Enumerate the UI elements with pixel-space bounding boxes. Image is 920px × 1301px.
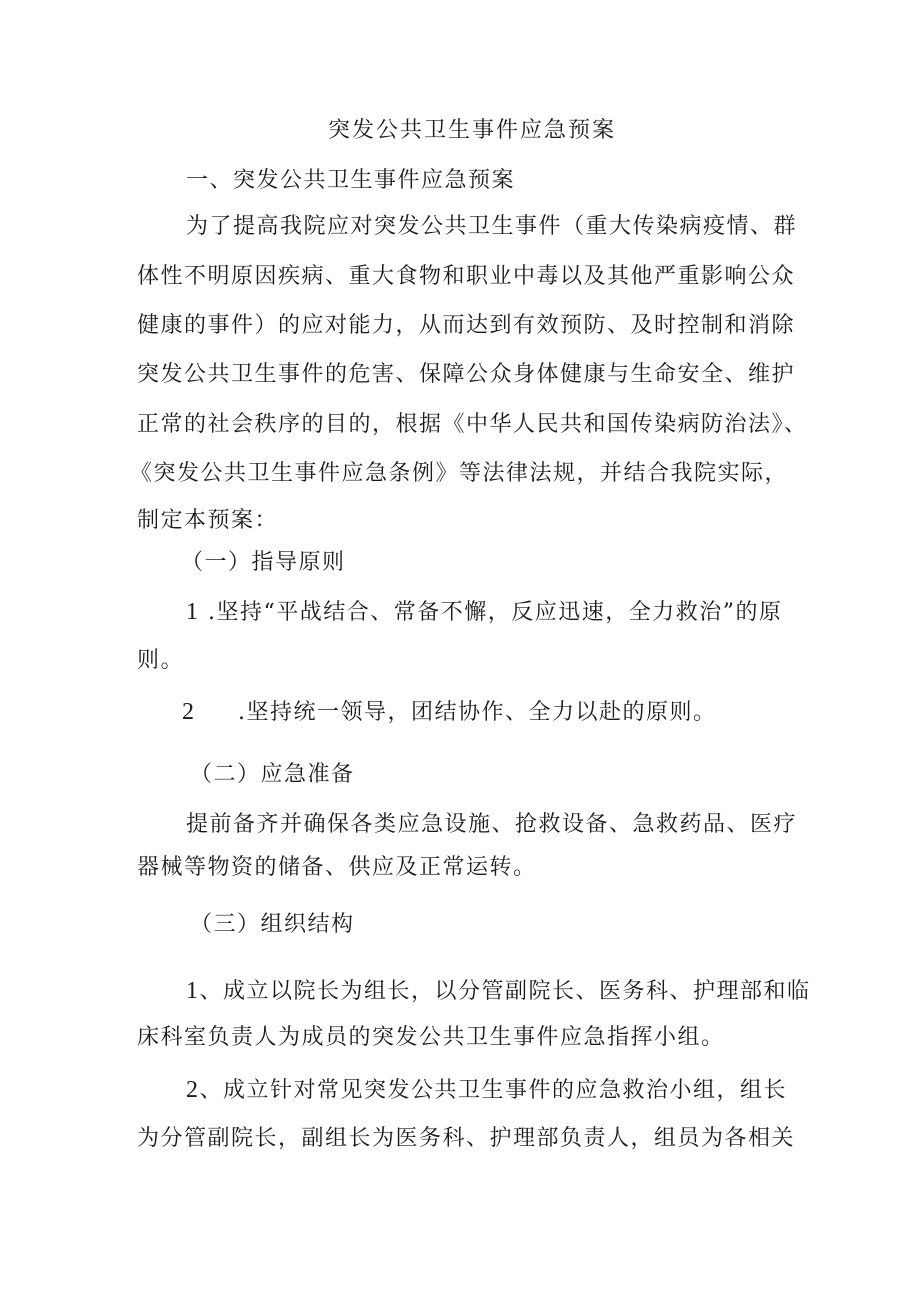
org-item-2-continuation: 为分管副院长，副组长为医务科、护理部负责人，组员为各相关 (137, 1126, 796, 1151)
intro-line-7: 制定本预案： (137, 508, 279, 533)
org-item-2 (186, 1075, 787, 1106)
principle-2 (182, 697, 717, 728)
prep-line-1: 提前备齐并确保各类应急设施、抢救设备、急救药品、医疗 (186, 812, 798, 837)
org-item-1 (186, 976, 811, 1007)
principle-2-text: .坚持统一领导，团结协作、全力以赴的原则。 (238, 700, 717, 725)
section-heading: 一、突发公共卫生事件应急预案 (186, 168, 516, 193)
org-item-1-continuation: 床科室负责人为成员的突发公共卫生事件应急指挥小组。 (137, 1025, 725, 1050)
principle-1-text: .坚持“平战结合、常备不懈，反应迅速，全力救治”的原 (208, 600, 783, 625)
prep-line-2: 器械等物资的储备、供应及正常运转。 (137, 855, 537, 880)
org-item-2-text: 、成立针对常见突发公共卫生事件的应急救治小组，组长 (199, 1078, 788, 1103)
org-item-1-text: 、成立以院长为组长，以分管副院长、医务科、护理部和临 (199, 979, 811, 1004)
intro-line-1: 为了提高我院应对突发公共卫生事件（重大传染病疫情、群 (186, 214, 798, 239)
org-item-1-number: 1 (186, 978, 200, 1004)
org-item-2-number: 2 (186, 1077, 200, 1103)
intro-line-4: 突发公共卫生事件的危害、保障公众身体健康与生命安全、维护 (137, 362, 796, 387)
principle-1-number: 1 (186, 599, 200, 625)
document-title: 突发公共卫生事件应急预案 (328, 118, 617, 143)
intro-line-5: 正常的社会秩序的目的，根据《中华人民共和国传染病防治法》、 (137, 412, 808, 437)
intro-line-2: 体性不明原因疾病、重大食物和职业中毒以及其他严重影响公众 (137, 264, 796, 289)
subsection-heading-2: （二）应急准备 (190, 762, 355, 787)
intro-line-3: 健康的事件）的应对能力，从而达到有效预防、及时控制和消除 (137, 313, 796, 338)
principle-2-number: 2 (182, 699, 196, 725)
principle-1-continuation: 则。 (137, 648, 185, 673)
subsection-heading-3: （三）组织结构 (190, 912, 355, 937)
intro-line-6: 《突发公共卫生事件应急条例》等法律法规，并结合我院实际， (130, 461, 789, 486)
principle-1 (186, 597, 783, 628)
subsection-heading-1: （一）指导原则 (181, 550, 346, 575)
